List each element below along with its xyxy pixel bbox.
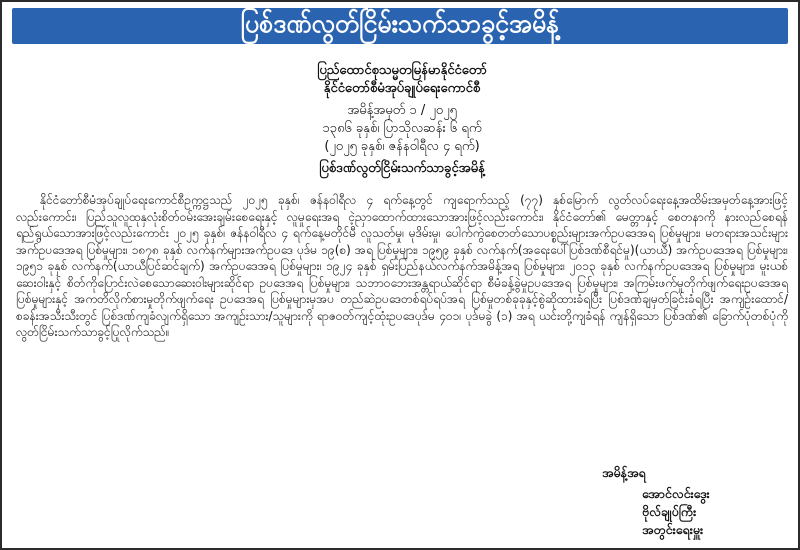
order-number: အမိန့်အမှတ် ၁ / ၂၀၂၅ (347, 103, 457, 118)
signatory-rank: ဗိုလ်ချုပ်ကြီး (642, 504, 697, 519)
title-banner (12, 8, 788, 44)
council-name: နိုင်ငံတော်စီမံအုပ်ချုပ်ရေးကောင်စီ (323, 81, 481, 96)
by-order-label: အမိန့်အရ (602, 465, 646, 480)
banner-title: ပြစ်ဒဏ်လွတ်ငြိမ်းသက်သာခွင့်အမိန့် (240, 8, 560, 38)
signatory-title: အတွင်းရေးမှူး (642, 522, 704, 537)
gregorian-date: (၂၀၂၅ ခုနှစ်၊ ဇန်နဝါရီလ ၄ ရက်) (324, 139, 480, 154)
myanmar-date: ၁၃၈၆ ခုနှစ်၊ ပြာသိုလဆန်း ၆ ရက် (322, 121, 482, 136)
subject-heading: ပြစ်ဒဏ်လွတ်ငြိမ်းသက်သာခွင့်အမိန့် (319, 161, 485, 176)
signatory-name: အောင်လင်းဒွေး (642, 486, 710, 501)
order-body: နိုင်ငံတော်စီမံအုပ်ချုပ်ရေးကောင်စီဥက္ကဋ္ဌသည် ၂၀၂၅ ခုနှစ်၊ ဇန်နဝါရီလ ၄ ရက်နေ့တွင် ကျရောက်သည့် (၇၇) နှစ်မြောက် လွတ်လပ်ရေးနေ့အထိမ်းအမှတ်နေ့အားဖြင့်လည်းကောင်း၊ ပြည်သူလူထုနှလုံးစိတ်ဝမ်းအေးချမ်းစေရေးနှင့် လူမှုရေးအရ ငဲ့ညှာထောက်ထားသောအားဖြင့်လည်းကောင်း၊ နိုင်ငံတော်၏ မေတ္တာနှင့် စေတနာကို နားလည်စေရန် ရည်ရွယ်သောအားဖြင့်လည်းကောင်း ၂၀၂၅ ခုနှစ်၊ ဇန်နဝါရီလ ၄ ရက်နေ့မတိုင်မီ လူသတ်မှု၊ မုဒိမ်းမှု၊ ပေါက်ကွဲစေတတ်သောပစ္စည်းများအက်ဥပဒေအရ ပြစ်မှုများ၊ မတရားအသင်းများအက်ဥပဒေအရ ပြစ်မှုများ၊ ၁၈၇၈ ခုနှစ် လက်နက်များအက်ဥပဒေ ပုဒ်မ ၁၉(စ) အရ ပြစ်မှုများ၊ ၁၉၅၉ ခုနှစ် လက်နက်(အရေးပေါ်ပြစ်ဒဏ်စီရင်မှု)(ယာယီ) အက်ဥပဒေအရ ပြစ်မှုများ၊ ၁၉၅၁ ခုနှစ် လက်နက်(ယာယီပြင်ဆင်ချက်) အက်ဥပဒေအရ ပြစ်မှုများ၊ ၁၉၂၄ ခုနှစ် ရှမ်းပြည်နယ်လက်နက်အမိန့်အရ ပြစ်မှုများ၊ ၂၀၁၃ ခုနှစ် လက်နက်ဥပဒေအရ ပြစ်မှုများ၊ မူးယစ်ဆေးဝါးနှင့် စိတ်ကိုပြောင်းလဲစေသောဆေးဝါးများဆိုင်ရာ ဥပဒေအရ ပြစ်မှုများ၊ သဘာဝဘေးအန္တရာယ်ဆိုင်ရာ စီမံခန့်ခွဲမှုဥပဒေအရ ပြစ်မှုများ၊ အကြမ်းဖက်မှုတိုက်ဖျက်ရေးဥပဒေအရ ပြစ်မှုများနှင့် အကတိလိုက်စားမှုတိုက်ဖျက်ရေး ဥပဒေအရ ပြစ်မှုများမှအပ တည်ဆဲဥပဒေတစ်ရပ်ရပ်အရ ပြစ်မှုတစ်ခုခုနှင့်စွဲဆိုထားခံရပြီး ပြစ်ဒဏ်ချမှတ်ခြင်းခံရပြီး အကျဉ်းထောင်/စခန်းအသီးသီးတွင် ပြစ်ဒဏ်ကျခံလျက်ရှိသော အကျဉ်းသား/သူများကို ရာဇဝတ်ကျင့်ထုံးဥပဒေပုဒ်မ ၄၀၁၊ ပုဒ်မခွဲ (၁) အရ ယင်းတို့ကျခံရန် ကျန်ရှိသော ပြစ်ဒဏ်၏ ခြောက်ပုံတစ်ပုံကို လွတ်ငြိမ်းသက်သာခွင့်ပြုလိုက်သည်။ (16, 193, 788, 339)
country-name: ပြည်ထောင်စုသမ္မတမြန်မာနိုင်ငံတော် (317, 63, 487, 78)
